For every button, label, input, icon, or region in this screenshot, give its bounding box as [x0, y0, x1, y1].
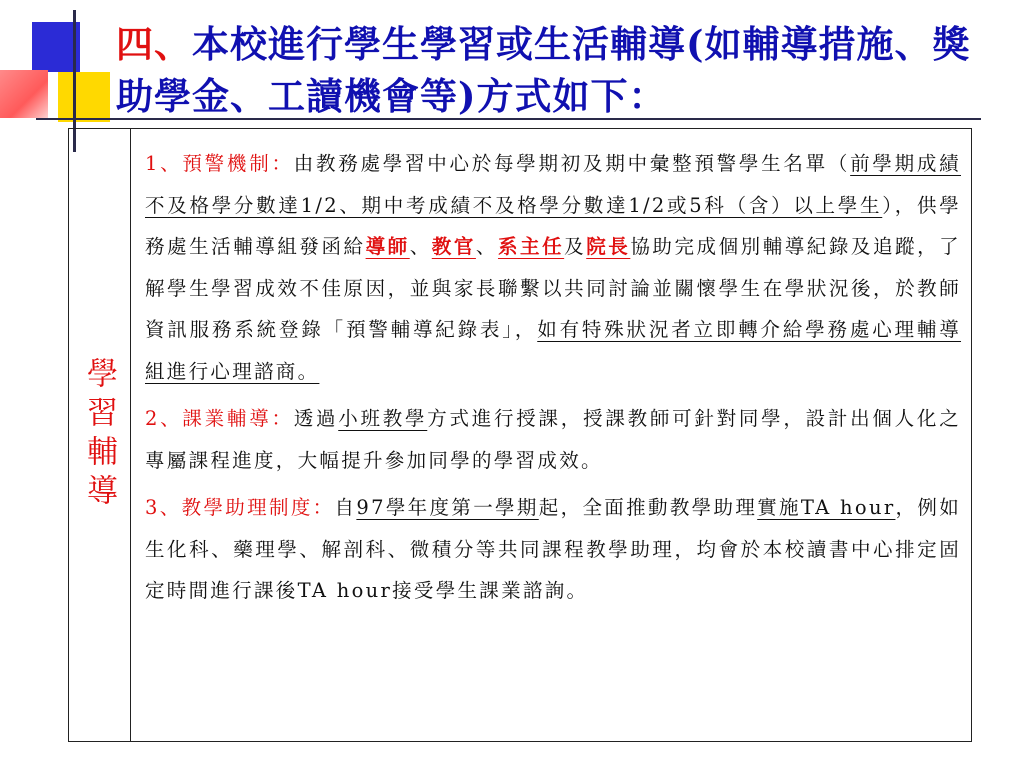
- item-text: 由教務處學習中心於每學期初及期中彙整預警學生名單（: [293, 152, 851, 175]
- underlined-text: 前學期成績不及格學分數達1/2、期中考成績不及格學分數達1/2或5科（含）以上學生: [145, 152, 961, 217]
- item-text: 透過: [293, 407, 339, 430]
- underlined-text: 97學年度第一學期: [356, 496, 539, 519]
- separator: 、: [475, 235, 498, 258]
- item-tutoring: [145, 398, 961, 481]
- content-cell: [131, 129, 971, 741]
- content-table: [68, 128, 972, 742]
- decorative-yellow-square: [58, 72, 110, 122]
- slide-title: [116, 18, 996, 122]
- decorative-pink-square: [0, 70, 48, 118]
- title-text: 本校進行學生學習或生活輔導(如輔導措施、獎助學金、工讀機會等)方式如下：: [116, 22, 971, 118]
- keyword-instructor: 教官: [431, 235, 476, 258]
- item-text: 方式進行授課，授課教師可針對同學，設計出個人化之專屬課程進度，大幅提升參加同學的學習成效。: [145, 407, 961, 472]
- item-early-warning: [145, 143, 961, 392]
- separator: 、: [409, 235, 432, 258]
- item-heading: 1、預警機制：: [145, 152, 294, 175]
- category-cell: [69, 129, 131, 741]
- underlined-text: 如有特殊狀況者立即轉介給學務處心理輔導組進行心理諮商。: [145, 318, 962, 383]
- title-number: 四、: [116, 22, 192, 66]
- item-heading: 3、教學助理制度：: [145, 496, 335, 519]
- underlined-text: 實施TA hour: [757, 496, 896, 519]
- keyword-department-chair: 系主任: [497, 235, 565, 258]
- keyword-mentor: 導師: [365, 235, 410, 258]
- item-text: 自: [334, 496, 357, 519]
- keyword-dean: 院長: [586, 235, 631, 258]
- separator: 及: [564, 235, 587, 258]
- item-heading: 2、課業輔導：: [145, 407, 294, 430]
- item-text: ，例如生化科、藥理學、解剖科、微積分等共同課程教學助理，均會於本校讀書中心排定固定時間進行課後TA hour接受學生課業諮詢。: [145, 496, 961, 602]
- item-teaching-assistant: [145, 487, 961, 612]
- underlined-text: 小班教學: [338, 407, 428, 430]
- category-label: 學習輔導: [81, 357, 117, 513]
- item-text: 起，全面推動教學助理: [538, 496, 758, 519]
- item-text: 協助完成個別輔導紀錄及追蹤，了解學生學習成效不佳原因，並與家長聯繫以共同討論並關懷學生在學狀況後，於教師資訊服務系統登錄「預警輔導紀錄表」，: [145, 235, 961, 341]
- item-text: ），供學務處生活輔導組發函給: [145, 193, 961, 258]
